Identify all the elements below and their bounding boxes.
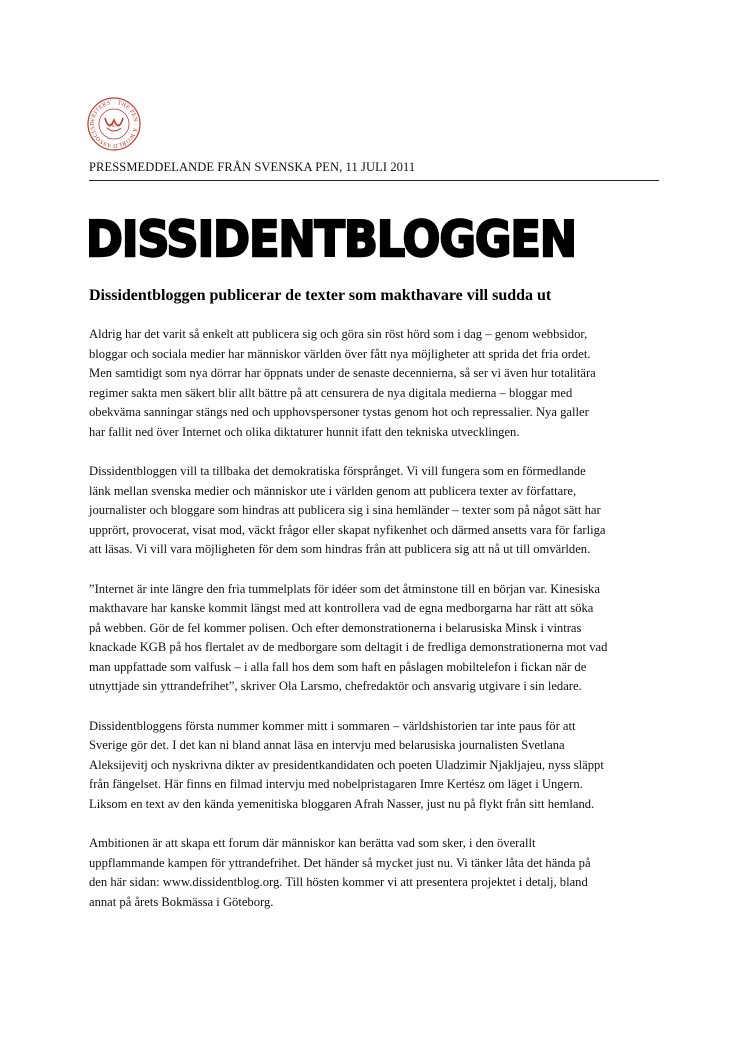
text-line: Men samtidigt som nya dörrar har öppnats under de senaste decennierna, så ser vi även hur totalitära — [89, 366, 596, 380]
paragraph-5 — [89, 834, 669, 912]
text-line: knackade KGB på hos flertalet av de medborgare som deltagit i de fredliga demonstrationerna mot vad — [89, 640, 608, 654]
text-line: makthavare har kanske kommit längst med att kontrollera vad de egna medborgarna har rätt att söka — [89, 601, 594, 615]
text-line: Sverige gör det. I det kan ni bland annat läsa en intervju med belarusiska journalisten Svetlana — [89, 738, 565, 752]
text-line: upprört, provocerat, visat mod, väckt frågor eller skapat nyfikenhet och därmed ansetts vara för farliga — [89, 522, 606, 537]
masthead-title: DISSIDENTBLOGGEN — [86, 211, 577, 268]
text-line: annat på årets Bokmässa i Göteborg. — [89, 894, 274, 909]
text-line: regimer sakta men säkert blir allt bättre på att censurera de nya digitala medierna – bloggar med — [89, 385, 573, 400]
text-line: har fallit ned över Internet och olika diktaturer hunnit ifatt den tekniska utvecklingen. — [89, 424, 520, 439]
text-line: att läsas. Vi vill vara möjligheten för dem som hindras från att publicera sig att nå ut till omvärlden. — [89, 542, 591, 556]
text-line: Aldrig har det varit så enkelt att publicera sig och göra sin röst hörd som i dag – genom webbsidor, — [89, 327, 588, 341]
text-line: från fängelset. Här finns en filmad intervju med nobelpristagaren Imre Kertész om läget i Ungern. — [89, 777, 583, 791]
paragraph-1 — [89, 325, 669, 442]
text-line: Ambitionen är att skapa ett forum där människor kan berätta vad som sker, i den överallt — [89, 836, 536, 850]
paragraph-4 — [89, 717, 669, 815]
text-line: Aleksijevitj och nyskrivna dikter av presidentkandidaten och poeten Uladzimir Njakljajeu, nyss släppt — [89, 757, 604, 772]
text-line: uppflammande kampen för yttrandefrihet. Det händer så mycket just nu. Vi tänker låta det hända på — [89, 855, 591, 870]
paragraph-3 — [89, 580, 669, 697]
logo-monogram: PEN — [109, 124, 119, 129]
subheading: Dissidentbloggen publicerar de texter som makthavare vill sudda ut — [89, 287, 552, 304]
header-divider — [89, 180, 659, 181]
text-line: obekväma sanningar stängs ned och upphovspersoner tystas genom hot och repressalier. Nya galler — [89, 405, 589, 419]
press-release-dateline: PRESSMEDDELANDE FRÅN SVENSKA PEN, 11 JULI 2011 — [89, 160, 416, 174]
text-line: Dissidentbloggen vill ta tillbaka det demokratiska försprånget. Vi vill fungera som en förmedlande — [89, 464, 586, 478]
text-line: man uppfattade som valfusk – i alla fall hos dem som haft en påslagen mobiltelefon i fickan när de — [89, 659, 587, 674]
article-body — [89, 325, 669, 932]
text-line: länk mellan svenska medier och människor ute i världen genom att publicera texter av författare, — [89, 483, 577, 498]
text-line: ”Internet är inte längre den fria tummelplats för idéer som det åtminstone till en början var. Kinesiska — [89, 581, 600, 596]
logo-ring-text: WRITERS' · THE PEN · A WORLD ASSOCIAT — [89, 99, 139, 149]
text-line: på webben. Gör de fel kommer polisen. Och efter demonstrationerna i belarusiska Minsk i vintras — [89, 620, 582, 635]
paragraph-2 — [89, 462, 669, 560]
text-line: den här sidan: www.dissidentblog.org. Till hösten kommer vi att presentera projektet i detalj, bland — [89, 875, 588, 889]
pen-seal-icon — [86, 96, 142, 152]
text-line: bloggar och sociala medier har människor världen över fått nya möjligheter att sprida det fria ordet. — [89, 346, 591, 361]
text-line: Liksom en text av den kända yemenitiska bloggaren Afrah Nasser, just nu på flykt från sitt hemland. — [89, 796, 595, 811]
text-line: Dissidentbloggens första nummer kommer mitt i sommaren – världshistorien tar inte paus för att — [89, 718, 576, 733]
pen-logo — [86, 96, 142, 152]
text-line: utnyttjade sin yttrandefrihet”, skriver Ola Larsmo, chefredaktör och ansvarig utgivare i sin ledare. — [89, 679, 582, 693]
text-line: journalister och bloggare som hindras att publicera sig i sina hemländer – texter som på något sätt har — [89, 503, 601, 517]
